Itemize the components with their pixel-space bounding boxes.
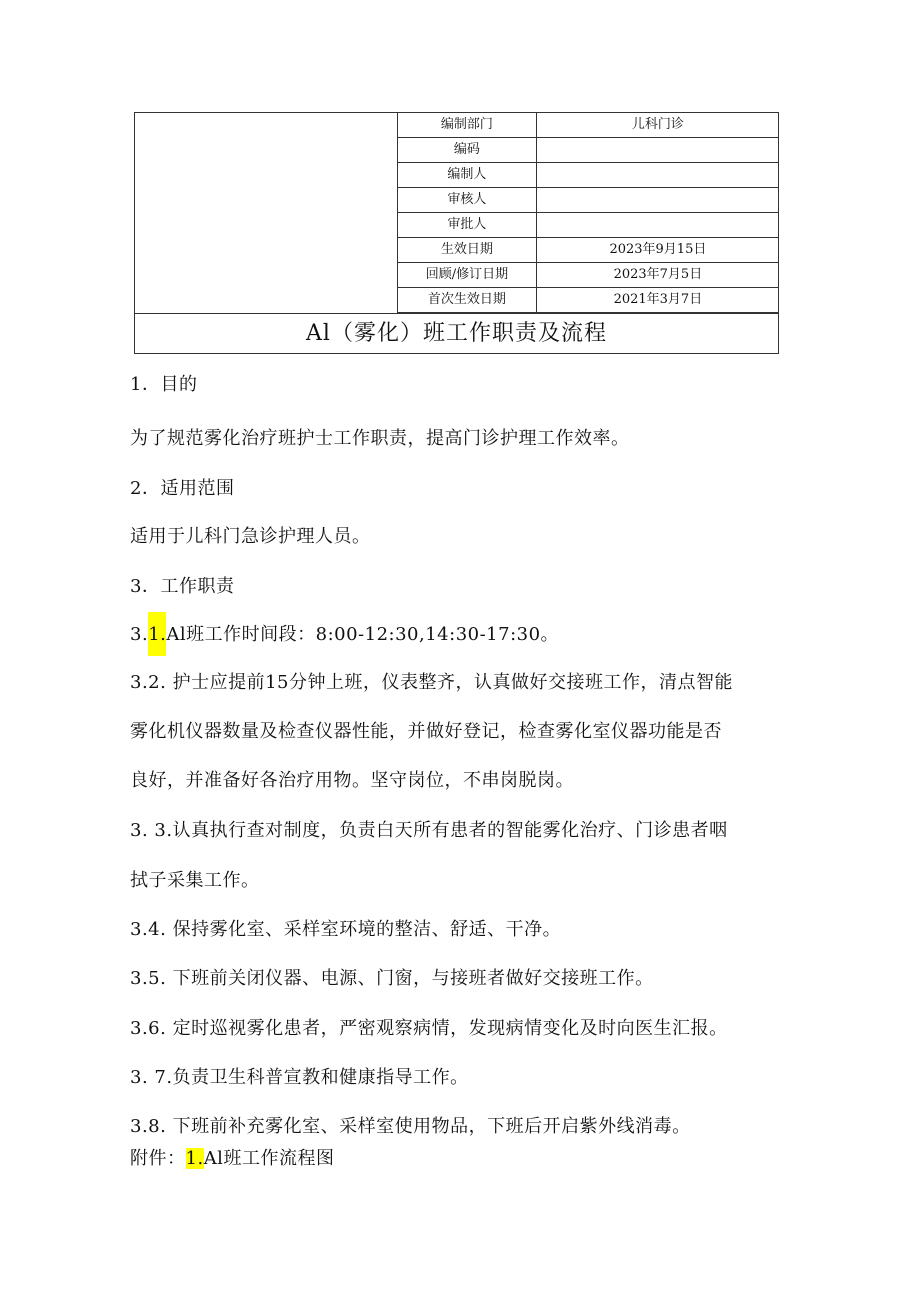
section-heading-purpose: 1．目的 bbox=[130, 374, 198, 395]
info-label: 编制人 bbox=[398, 163, 537, 188]
info-value: 2021年3月7日 bbox=[536, 288, 779, 313]
info-row-code bbox=[398, 138, 780, 163]
info-label: 回顾/修订日期 bbox=[398, 263, 537, 288]
info-label: 首次生效日期 bbox=[398, 288, 537, 313]
document-info-table bbox=[397, 113, 779, 313]
paragraph-scope: 适用于儿科门急诊护理人员。 bbox=[130, 526, 371, 547]
attachment-title: Al班工作流程图 bbox=[203, 1148, 335, 1169]
highlighted-number: 1. bbox=[185, 1148, 204, 1169]
duty-item-text: Al班工作时间段：8:00-12:30,14:30-17:30。 bbox=[166, 624, 560, 645]
info-row-revision-date bbox=[398, 263, 780, 288]
info-row-author bbox=[398, 163, 780, 188]
duty-item-8: 3.8. 下班前补充雾化室、采样室使用物品，下班后开启紫外线消毒。 bbox=[130, 1116, 691, 1137]
info-label: 编码 bbox=[398, 138, 537, 163]
info-value bbox=[536, 188, 779, 213]
info-value: 2023年9月15日 bbox=[536, 238, 779, 263]
info-label: 审核人 bbox=[398, 188, 537, 213]
info-row-reviewer bbox=[398, 188, 780, 213]
duty-item-number: 3. bbox=[130, 624, 149, 645]
duty-item-3-line-2: 拭子采集工作。 bbox=[130, 870, 260, 891]
duty-item-6: 3.6. 定时巡视雾化患者，严密观察病情，发现病情变化及时向医生汇报。 bbox=[130, 1018, 728, 1039]
info-value bbox=[536, 213, 779, 238]
info-label: 审批人 bbox=[398, 213, 537, 238]
info-row-approver bbox=[398, 213, 780, 238]
duty-item-2-line-2: 雾化机仪器数量及检查仪器性能，并做好登记，检查雾化室仪器功能是否 bbox=[130, 721, 722, 742]
document-title: Al（雾化）班工作职责及流程 bbox=[135, 313, 778, 354]
duty-item-2-line-3: 良好，并准备好各治疗用物。坚守岗位，不串岗脱岗。 bbox=[130, 770, 574, 791]
info-value: 儿科门诊 bbox=[536, 113, 779, 138]
info-value bbox=[536, 163, 779, 188]
info-value: 2023年7月5日 bbox=[536, 263, 779, 288]
duty-item-1 bbox=[130, 612, 790, 656]
info-label: 生效日期 bbox=[398, 238, 537, 263]
section-heading-duties: 3．工作职责 bbox=[130, 576, 235, 597]
info-label: 编制部门 bbox=[398, 113, 537, 138]
attachment-line bbox=[130, 1146, 790, 1172]
info-row-effective-date bbox=[398, 238, 780, 263]
attachment-label: 附件： bbox=[130, 1148, 186, 1169]
info-row-department bbox=[398, 113, 780, 138]
duty-item-2-line-1: 3.2. 护士应提前15分钟上班，仪表整齐，认真做好交接班工作，清点智能 bbox=[130, 672, 733, 693]
info-row-first-effective-date bbox=[398, 288, 780, 313]
duty-item-5: 3.5. 下班前关闭仪器、电源、门窗，与接班者做好交接班工作。 bbox=[130, 968, 654, 989]
paragraph-purpose: 为了规范雾化治疗班护士工作职责，提高门诊护理工作效率。 bbox=[130, 428, 630, 449]
section-heading-scope: 2．适用范围 bbox=[130, 478, 235, 499]
duty-item-3-line-1: 3. 3.认真执行查对制度，负责白天所有患者的智能雾化治疗、门诊患者咽 bbox=[130, 820, 728, 841]
duty-item-4: 3.4. 保持雾化室、采样室环境的整洁、舒适、干净。 bbox=[130, 919, 562, 940]
info-value bbox=[536, 138, 779, 163]
highlighted-number: 1. bbox=[148, 612, 166, 656]
duty-item-7: 3. 7.负责卫生科普宣教和健康指导工作。 bbox=[130, 1067, 469, 1088]
document-header-table bbox=[134, 112, 779, 354]
